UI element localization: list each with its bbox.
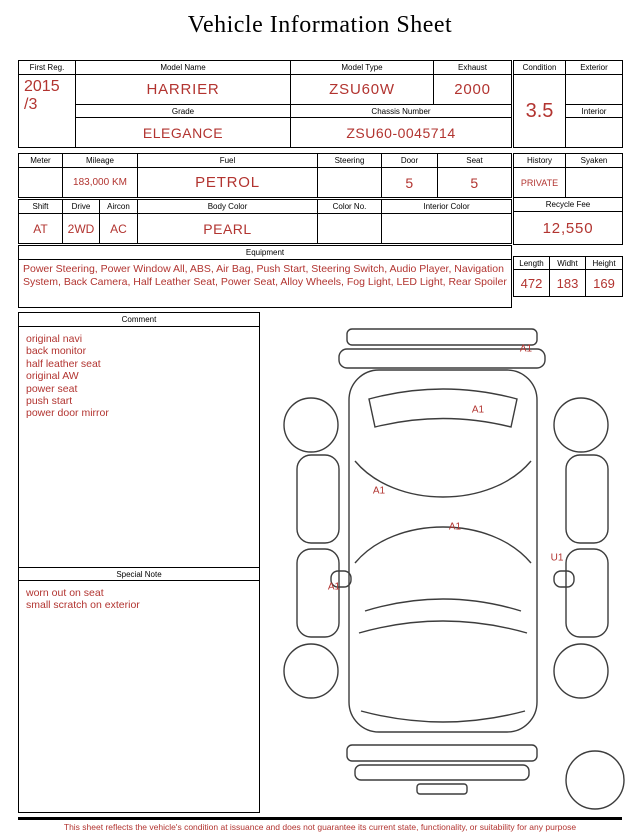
equipment-value: Power Steering, Power Window All, ABS, Air Bag, Push Start, Steering Switch, Audio Player, Navigation System, Back Camera, Half Leather Seat, Power Seat, Alloy Wheels, Fog Light, LED Light, Rear Spoiler [19,260,512,308]
damage-mark: A1 [471,404,485,416]
chassis-number-label: Chassis Number [291,105,512,118]
recycle-fee-label: Recycle Fee [514,198,623,212]
aircon-label: Aircon [100,200,138,214]
aircon-value: AC [100,214,138,244]
car-top-view-drawing [265,313,640,813]
model-type-label: Model Type [291,61,434,75]
model-type-value: ZSU60W [291,75,434,105]
special-note-header: Special Note [19,567,259,581]
disclaimer-text: This sheet reflects the vehicle's condition at issuance and does not guarantee its current state, functionality, or suitability for any purpose [63,822,577,832]
first-reg-label: First Reg. [19,61,76,75]
history-value: PRIVATE [514,168,566,198]
shift-value: AT [19,214,63,244]
damage-mark: A1 [327,581,341,593]
body-color-value: PEARL [138,214,318,244]
damage-mark: A1 [448,521,462,533]
chassis-number-value: ZSU60-0045714 [291,118,512,148]
seat-label: Seat [438,154,512,168]
fuel-value: PETROL [138,168,318,198]
shift-label: Shift [19,200,63,214]
syaken-label: Syaken [566,154,623,168]
condition-label: Condition [514,61,566,75]
equipment-label: Equipment [19,246,512,260]
mileage-label: Mileage [63,154,138,168]
door-panels [297,455,608,637]
recycle-fee-value: 12,550 [514,212,623,245]
front-bumper-parts [347,745,537,794]
comment-line: push start [26,395,73,408]
door-value: 5 [382,168,438,198]
history-table [513,153,623,245]
first-reg-value [19,75,76,148]
comment-line: original navi [26,333,83,345]
condition-table [513,60,623,148]
steering-value [318,168,382,198]
registration-table [18,60,512,148]
comment-line: power seat [26,382,78,395]
grade-label: Grade [76,105,291,118]
meter-label: Meter [19,154,63,168]
wheels [284,398,608,698]
first-reg-month: /3 [24,96,38,114]
condition-value: 3.5 [514,75,566,148]
dimensions-table [513,256,623,297]
model-name-value: HARRIER [76,75,291,105]
meter-value [19,168,63,198]
color-no-value [318,214,382,244]
first-reg-year: 2015 [24,78,60,95]
spare-tire [566,751,624,809]
special-note-text [19,581,259,618]
height-label: Height [586,257,623,270]
comment-line: back monitor [26,345,87,358]
special-note-line: worn out on seat [26,587,104,599]
details-table-row2 [18,199,512,244]
exterior-grade-cell [566,75,623,105]
drive-value: 2WD [63,214,100,244]
damage-mark: U1 [550,552,564,564]
comment-text [19,327,259,567]
comment-line: power door mirror [26,407,109,420]
width-value: 183 [550,270,586,297]
car-body [349,370,537,732]
exhaust-label: Exhaust [434,61,512,75]
door-label: Door [382,154,438,168]
fuel-label: Fuel [138,154,318,168]
drive-label: Drive [63,200,100,214]
comment-line: original AW [26,370,79,383]
model-name-label: Model Name [76,61,291,75]
comment-box [18,312,260,813]
length-value: 472 [514,270,550,297]
mileage-value: 183,000 KM [63,168,138,198]
details-table-row1 [18,153,512,198]
comment-line: half leather seat [26,357,101,370]
seat-value: 5 [438,168,512,198]
comment-header: Comment [19,313,259,327]
special-note-line: small scratch on exterior [26,599,140,612]
color-no-label: Color No. [318,200,382,214]
exterior-label: Exterior [566,61,623,75]
footer-divider [18,817,622,820]
length-label: Length [514,257,550,270]
rear-bumper-parts [339,329,545,368]
history-label: History [514,154,566,168]
car-damage-diagram [265,313,640,813]
interior-color-label: Interior Color [382,200,512,214]
grade-value: ELEGANCE [76,118,291,148]
width-label: Widht [550,257,586,270]
syaken-value [566,168,623,198]
equipment-table [18,245,512,308]
steering-label: Steering [318,154,382,168]
damage-mark: A1 [519,343,533,355]
body-color-label: Body Color [138,200,318,214]
interior-label: Interior [566,105,623,118]
exhaust-value: 2000 [434,75,512,105]
page-title: Vehicle Information Sheet [187,12,453,38]
height-value: 169 [586,270,623,297]
damage-mark: A1 [372,485,386,497]
interior-color-value [382,214,512,244]
interior-grade-cell [566,118,623,148]
